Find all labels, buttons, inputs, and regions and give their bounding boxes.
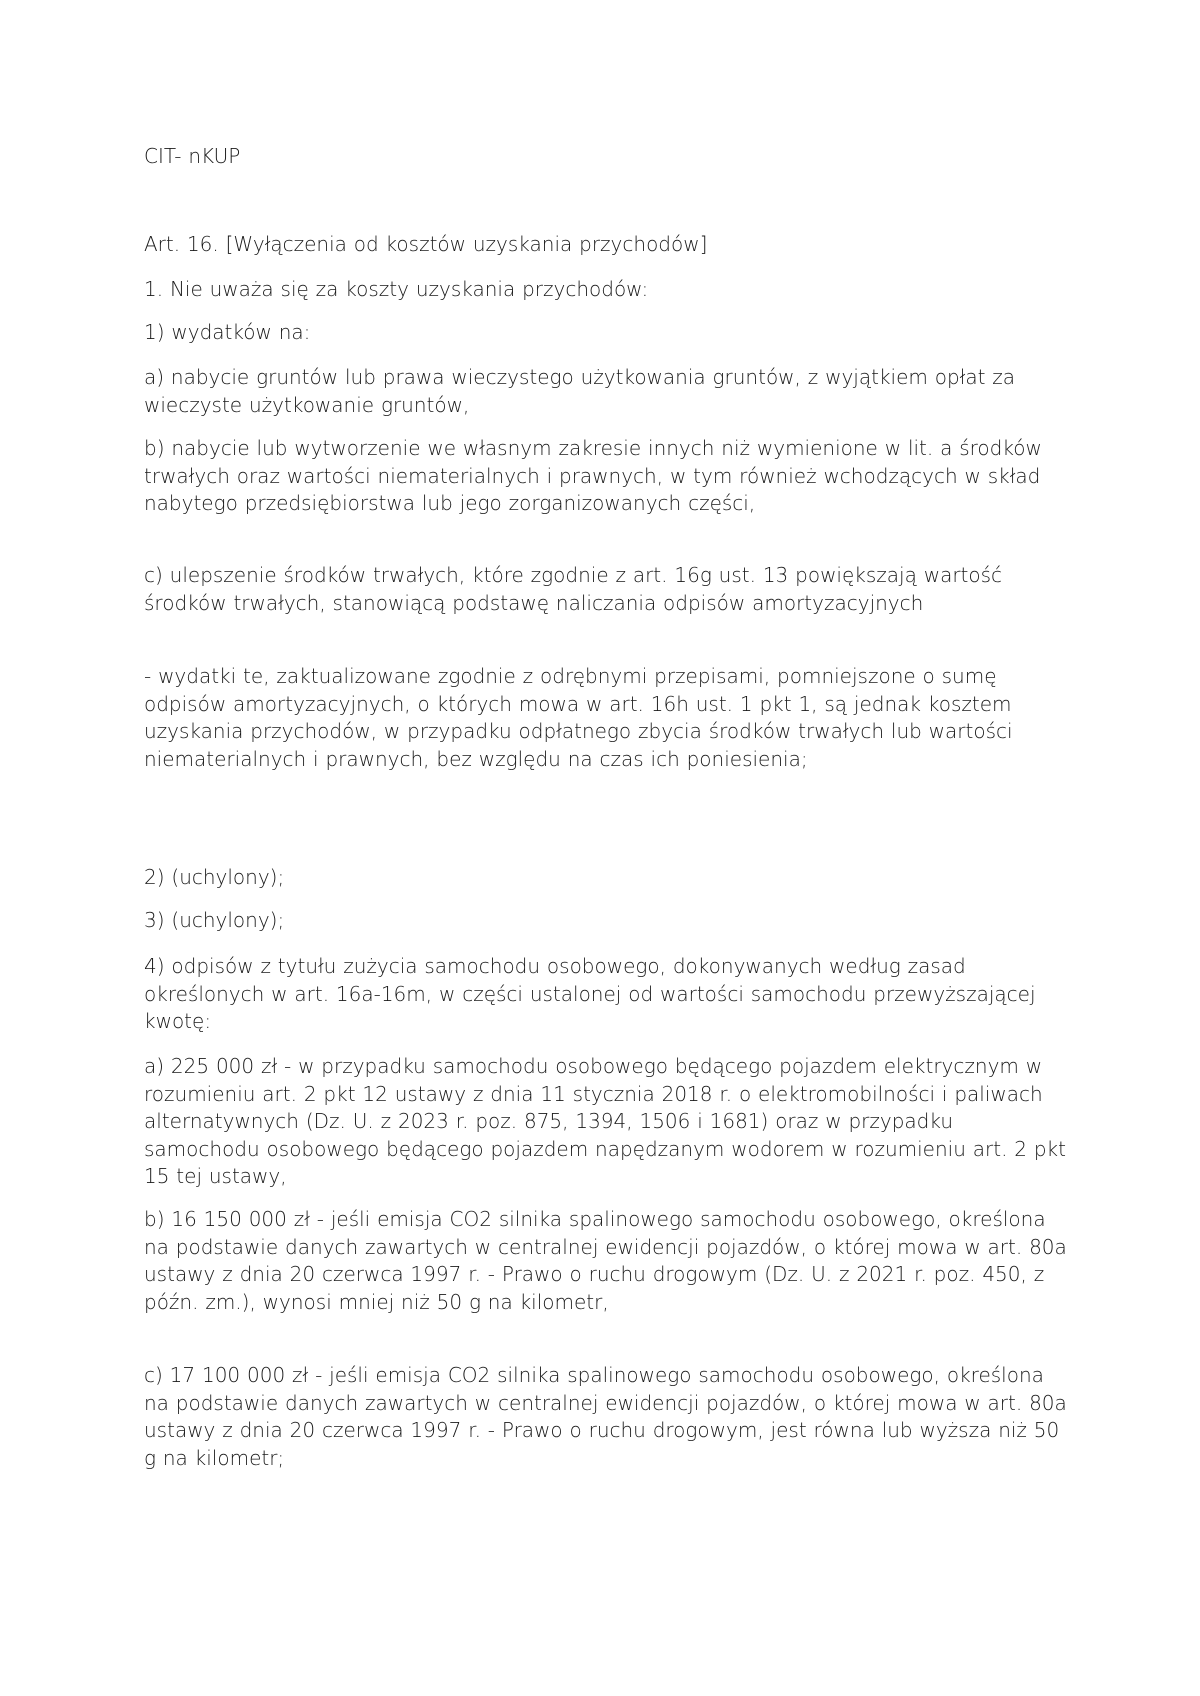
point-1-c: c) ulepszenie środków trwałych, które zgodnie z art. 16g ust. 13 powiększają wartość środków trwałych, stanowiącą podstawę naliczania odpisów amortyzacyjnych — [144, 563, 1003, 615]
document-header: CIT- nKUP — [144, 144, 241, 168]
point-1: 1) wydatków na: — [144, 320, 311, 344]
point-4-b: b) 16 150 000 zł - jeśli emisja CO2 silnika spalinowego samochodu osobowego, określona na podstawie danych zawartych w centralnej ewidencji pojazdów, o której mowa w art. 80a ustawy z dnia 20 czerwca 1997 r. - Prawo o ruchu drogowym (Dz. U. z 2021 r. poz. 450, z późn. zm.), wynosi mniej niż 50 g na kilometr, — [144, 1207, 1067, 1314]
paragraph-1: 1. Nie uważa się za koszty uzyskania przychodów: — [144, 277, 649, 301]
point-4: 4) odpisów z tytułu zużycia samochodu osobowego, dokonywanych według zasad określonych w art. 16a-16m, w części ustalonej od wartości samochodu przewyższającej kwotę: — [144, 954, 1036, 1033]
article-heading: Art. 16. [Wyłączenia od kosztów uzyskania przychodów] — [144, 232, 708, 256]
point-2: 2) (uchylony); — [144, 865, 285, 889]
point-4-c: c) 17 100 000 zł - jeśli emisja CO2 silnika spalinowego samochodu osobowego, określona na podstawie danych zawartych w centralnej ewidencji pojazdów, o której mowa w art. 80a ustawy z dnia 20 czerwca 1997 r. - Prawo o ruchu drogowym, jest równa lub wyższa niż 50 g na kilometr; — [144, 1363, 1067, 1470]
point-1-a: a) nabycie gruntów lub prawa wieczystego użytkowania gruntów, z wyjątkiem opłat za wieczyste użytkowanie gruntów, — [144, 365, 1016, 417]
point-1-tail: - wydatki te, zaktualizowane zgodnie z odrębnymi przepisami, pomniejszone o sumę odpisów amortyzacyjnych, o których mowa w art. 16h ust. 1 pkt 1, są jednak kosztem uzyskania przychodów, w przypadku odpłatnego zbycia środków trwałych lub wartości niematerialnych i prawnych, bez względu na czas ich poniesienia; — [144, 664, 1013, 771]
point-4-a: a) 225 000 zł - w przypadku samochodu osobowego będącego pojazdem elektrycznym w rozumieniu art. 2 pkt 12 ustawy z dnia 11 stycznia 2018 r. o elektromobilności i paliwach alternatywnych (Dz. U. z 2023 r. poz. 875, 1394, 1506 i 1681) oraz w przypadku samochodu osobowego będącego pojazdem napędzanym wodorem w rozumieniu art. 2 pkt 15 tej ustawy, — [144, 1054, 1066, 1188]
point-3: 3) (uchylony); — [144, 908, 285, 932]
point-1-b: b) nabycie lub wytworzenie we własnym zakresie innych niż wymienione w lit. a środków trwałych oraz wartości niematerialnych i prawnych, w tym również wchodzących w skład nabytego przedsiębiorstwa lub jego zorganizowanych części, — [144, 436, 1042, 515]
